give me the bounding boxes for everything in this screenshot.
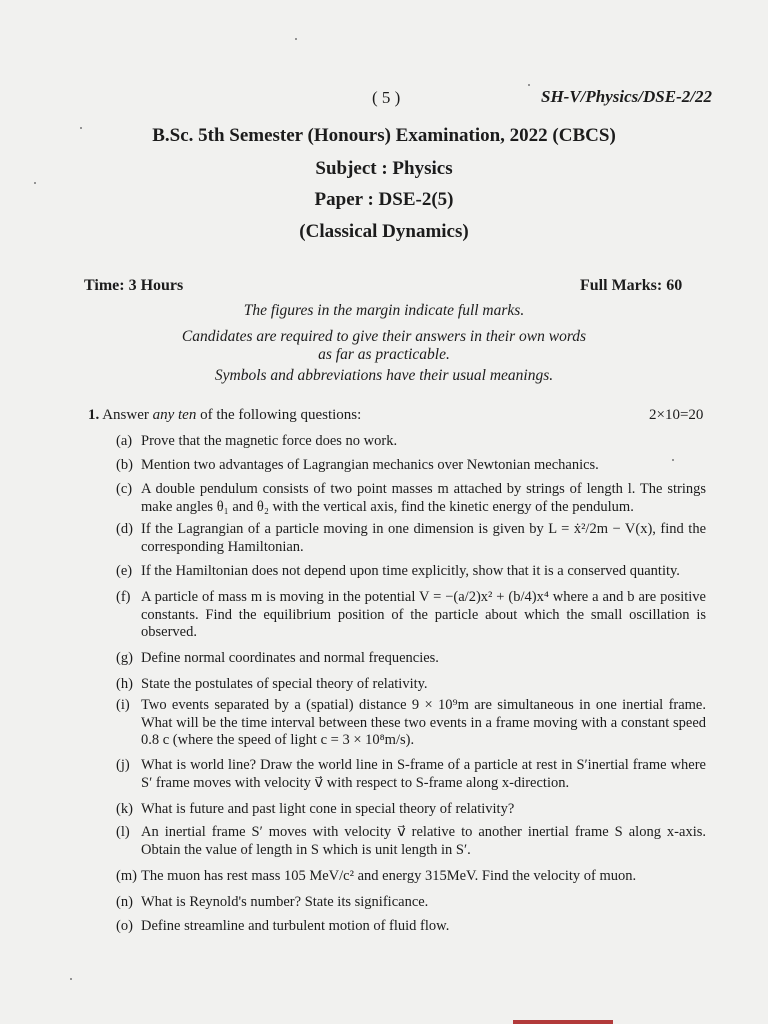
sub-question-text: What is world line? Draw the world line in S-frame of a particle at rest in S′inertial frame where S′ frame moves with velocity v⃗ with respect to S-frame along x-direction. [141, 757, 706, 791]
question-prompt-pre: Answer [102, 407, 153, 423]
sub-question-text: If the Hamiltonian does not depend upon time explicitly, show that it is a conserved quantity. [141, 563, 680, 579]
scan-speck [34, 182, 36, 184]
instruction-line: Candidates are required to give their answers in their own words [181, 328, 587, 345]
sub-question-text: State the postulates of special theory of relativity. [141, 676, 428, 692]
sub-question-label: (g) [116, 650, 133, 666]
sub-question-label: (c) [116, 481, 133, 497]
question-prompt-post: of the following questions: [196, 407, 362, 423]
question-heading [88, 407, 361, 424]
sub-question-text: Prove that the magnetic force does no work. [141, 433, 398, 449]
sub-question [116, 868, 706, 886]
sub-question [116, 824, 706, 859]
sub-question-label: (m) [116, 868, 137, 884]
sub-question [116, 481, 706, 516]
full-marks: Full Marks: 60 [580, 277, 683, 294]
subject-title: Subject : Physics [315, 158, 453, 179]
sub-question-text: Two events separated by a (spatial) distance 9 × 10⁹m are simultaneous in one inertial frame. What will be the time interval between these two events in a frame moving with a constant speed 0.8 c (where the speed of light c = 3 × 10⁸m/s). [141, 697, 706, 748]
scan-speck [80, 127, 82, 129]
scan-speck [672, 459, 674, 461]
sub-question-label: (l) [116, 824, 130, 840]
scan-speck [295, 38, 297, 40]
paper-title: Paper : DSE-2(5) [314, 189, 454, 210]
instruction-line: as far as practicable. [318, 346, 450, 363]
sub-question [116, 757, 706, 792]
sub-question-text: The muon has rest mass 105 MeV/c² and energy 315MeV. Find the velocity of muon. [141, 868, 637, 884]
instruction-line: The figures in the margin indicate full marks. [243, 302, 525, 319]
sub-question [116, 894, 706, 912]
sub-question-text: A double pendulum consists of two point masses m attached by strings of length l. The strings make angles θ₁ and θ₂ with the vertical axis, find the kinetic energy of the pendulum. [141, 481, 706, 515]
scan-speck [70, 978, 72, 980]
paper-code: SH-V/Physics/DSE-2/22 [541, 87, 712, 106]
question-number: 1. [88, 407, 100, 423]
sub-question [116, 457, 706, 475]
sub-question-text: What is Reynold's number? State its significance. [141, 894, 429, 910]
sub-question-label: (j) [116, 757, 130, 773]
sub-question-label: (e) [116, 563, 133, 579]
sub-question-text: An inertial frame S′ moves with velocity v⃗ relative to another inertial frame S along x-axis. Obtain the value of length in S which is unit length in S′. [141, 824, 706, 858]
sub-question-text: What is future and past light cone in special theory of relativity? [141, 801, 515, 817]
sub-question-text: A particle of mass m is moving in the potential V = −(a/2)x² + (b/4)x⁴ where a and b are positive constants. Find the equilibrium position of the particle about which the small oscillation is observed. [141, 589, 706, 640]
sub-question [116, 918, 706, 936]
sub-question [116, 676, 706, 694]
sub-question-label: (o) [116, 918, 133, 934]
sub-question-text: If the Lagrangian of a particle moving in one dimension is given by L = ẋ²/2m − V(x), find the corresponding Hamiltonian. [141, 521, 706, 555]
time-allowed: Time: 3 Hours [84, 277, 184, 294]
sub-question [116, 589, 706, 642]
sub-question-label: (b) [116, 457, 133, 473]
sub-question-label: (a) [116, 433, 133, 449]
sub-question-label: (d) [116, 521, 133, 537]
sub-question [116, 433, 706, 451]
sub-question-label: (f) [116, 589, 131, 605]
sub-question-label: (i) [116, 697, 130, 713]
topic-title: (Classical Dynamics) [299, 221, 469, 242]
sub-question-label: (k) [116, 801, 133, 817]
sub-question [116, 563, 706, 581]
page-edge-mark [513, 1020, 613, 1024]
sub-question-text: Define normal coordinates and normal frequencies. [141, 650, 439, 666]
question-prompt-emphasis: any ten [152, 407, 197, 423]
instruction-line: Symbols and abbreviations have their usual meanings. [214, 367, 554, 384]
sub-question-label: (h) [116, 676, 133, 692]
sub-question-label: (n) [116, 894, 133, 910]
exam-title: B.Sc. 5th Semester (Honours) Examination, 2022 (CBCS) [152, 125, 616, 146]
sub-question [116, 801, 706, 819]
sub-question-text: Define streamline and turbulent motion of fluid flow. [141, 918, 450, 934]
page-number: ( 5 ) [372, 88, 401, 107]
sub-question [116, 697, 706, 750]
question-marks: 2×10=20 [649, 407, 704, 423]
sub-question [116, 650, 706, 668]
sub-question [116, 521, 706, 556]
sub-question-text: Mention two advantages of Lagrangian mechanics over Newtonian mechanics. [141, 457, 599, 473]
scan-speck [528, 84, 530, 86]
